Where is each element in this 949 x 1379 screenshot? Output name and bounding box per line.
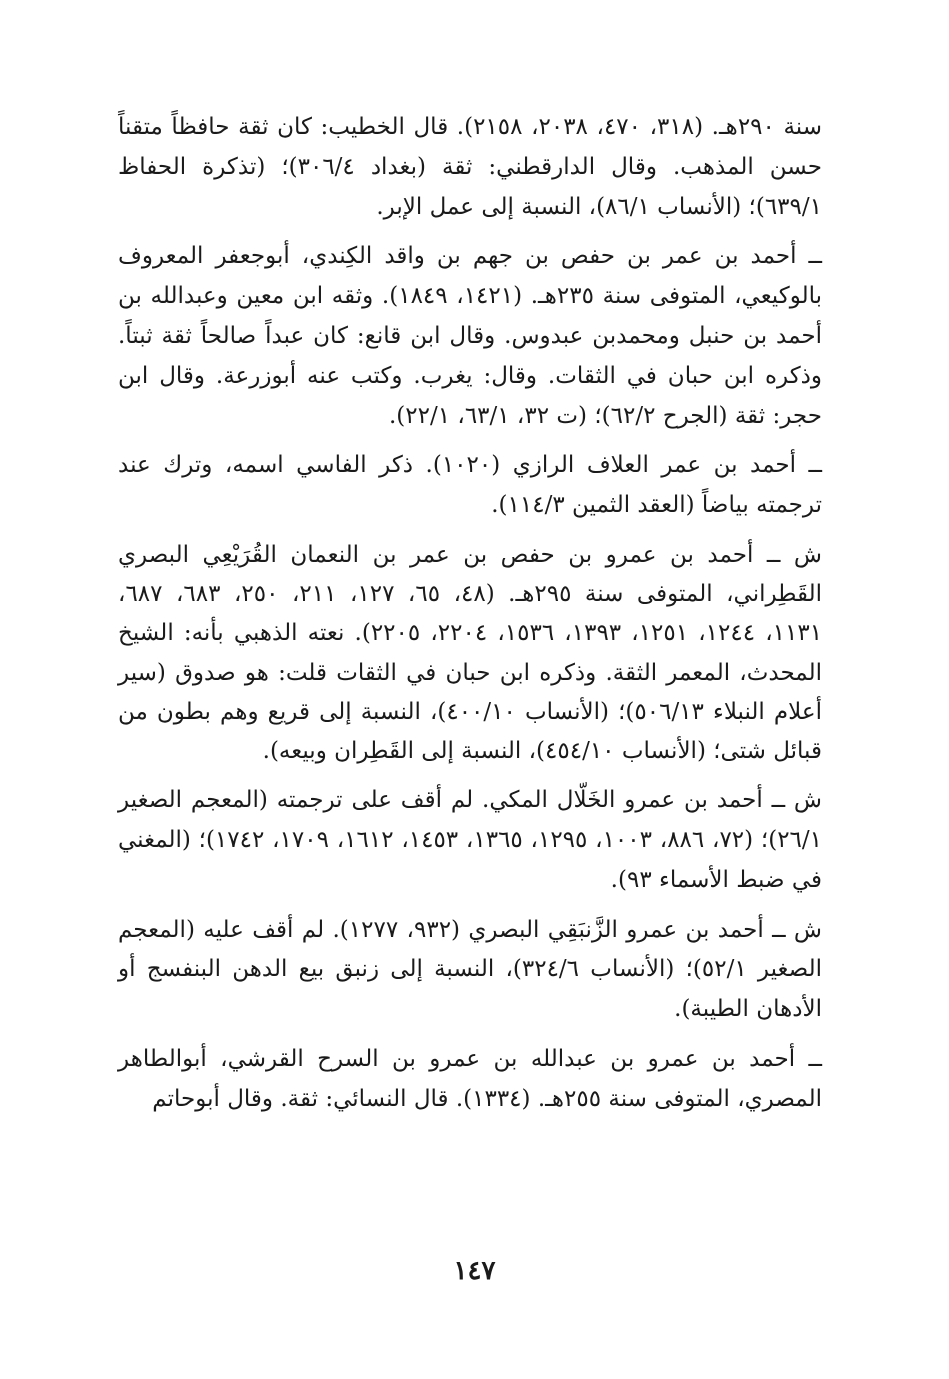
page-body [118, 108, 822, 1120]
entry-paragraph: ش ــ أحمد بن عمرو الزَّنبَقِي البصري (٩٣٢، ١٢٧٧). لم أقف عليه (المعجم الصغير ٥٢/١)؛ (الأنساب ٣٢٤/٦)، النسبة إلى زنبق بيع الدهن البنفسج أو الأدهان الطيبة). [118, 916, 823, 1023]
entry-paragraph: ش ــ أحمد بن عمرو الخَلّال المكي. لم أقف على ترجمته (المعجم الصغير ٢٦/١)؛ (٧٢، ٨٨٦، ١٠٠٣، ١٢٩٥، ١٣٦٥، ١٤٥٣، ١٦١٢، ١٧٠٩، ١٧٤٢)؛ (المغني في ضبط الأسماء ٩٣). [118, 787, 822, 893]
entry-paragraph: ــ أحمد بن عمرو بن عبدالله بن عمرو بن السرح القرشي، أبوالطاهر المصري، المتوفى سنة ٢٥٥هـ. (١٣٣٤). قال النسائي: ثقة. وقال أبوحاتم [118, 1045, 822, 1112]
page-number: ١٤٧ [453, 1256, 496, 1286]
entry-paragraph: ش ــ أحمد بن عمرو بن حفص بن عمر بن النعمان القُرَيْعِي البصري القَطِراني، المتوفى سنة ٢٩٥هـ. (٤٨، ٦٥، ١٢٧، ٢١١، ٢٥٠، ٦٨٣، ٦٨٧، ١١٣١، ١٢٤٤، ١٢٥١، ١٣٩٣، ١٥٣٦، ٢٢٠٤، ٢٢٠٥). نعته الذهبي بأنه: الشيخ المحدث، المعمر الثقة. وذكره ابن حبان في الثقات قلت: هو صدوق (سير أعلام النبلاء ٥٠٦/١٣)؛ (الأنساب ٤٠٠/١٠)، النسبة إلى قريع وهم بطون من قبائل شتى؛ (الأنساب ٤٥٤/١٠)، النسبة إلى القَطِران وبيعه). [118, 541, 823, 764]
entry-paragraph: ــ أحمد بن عمر العلاف الرازي (١٠٢٠). ذكر الفاسي اسمه، وترك عند ترجمته بياضاً (العقد الثمين ١١٤/٣). [118, 452, 822, 519]
entry-paragraph: سنة ٢٩٠هـ. (٣١٨، ٤٧٠، ٢٠٣٨، ٢١٥٨). قال الخطيب: كان ثقة حافظاً متقناً حسن المذهب. وقال الدارقطني: ثقة (بغداد ٣٠٦/٤)؛ (تذكرة الحفاظ ٦٣٩/١)؛ (الأنساب ٨٦/١)، النسبة إلى عمل الإبر. [118, 114, 823, 220]
entry-paragraph: ــ أحمد بن عمر بن حفص بن جهم بن واقد الكِندي، أبوجعفر المعروف بالوكيعي، المتوفى سنة ٢٣٥هـ. (١٤٢١، ١٨٤٩). وثقه ابن معين وعبدالله بن أحمد بن حنبل ومحمدبن عبدوس. وقال ابن قانع: كان عبداً صالحاً ثقة ثبتاً. وذكره ابن حبان في الثقات. وقال: يغرب. وكتب عنه أبوزرعة. وقال ابن حجر: ثقة (الجرح ٦٢/٢)؛ (ت ٣٢، ٦٣/١، ٢٢/١). [118, 243, 823, 429]
